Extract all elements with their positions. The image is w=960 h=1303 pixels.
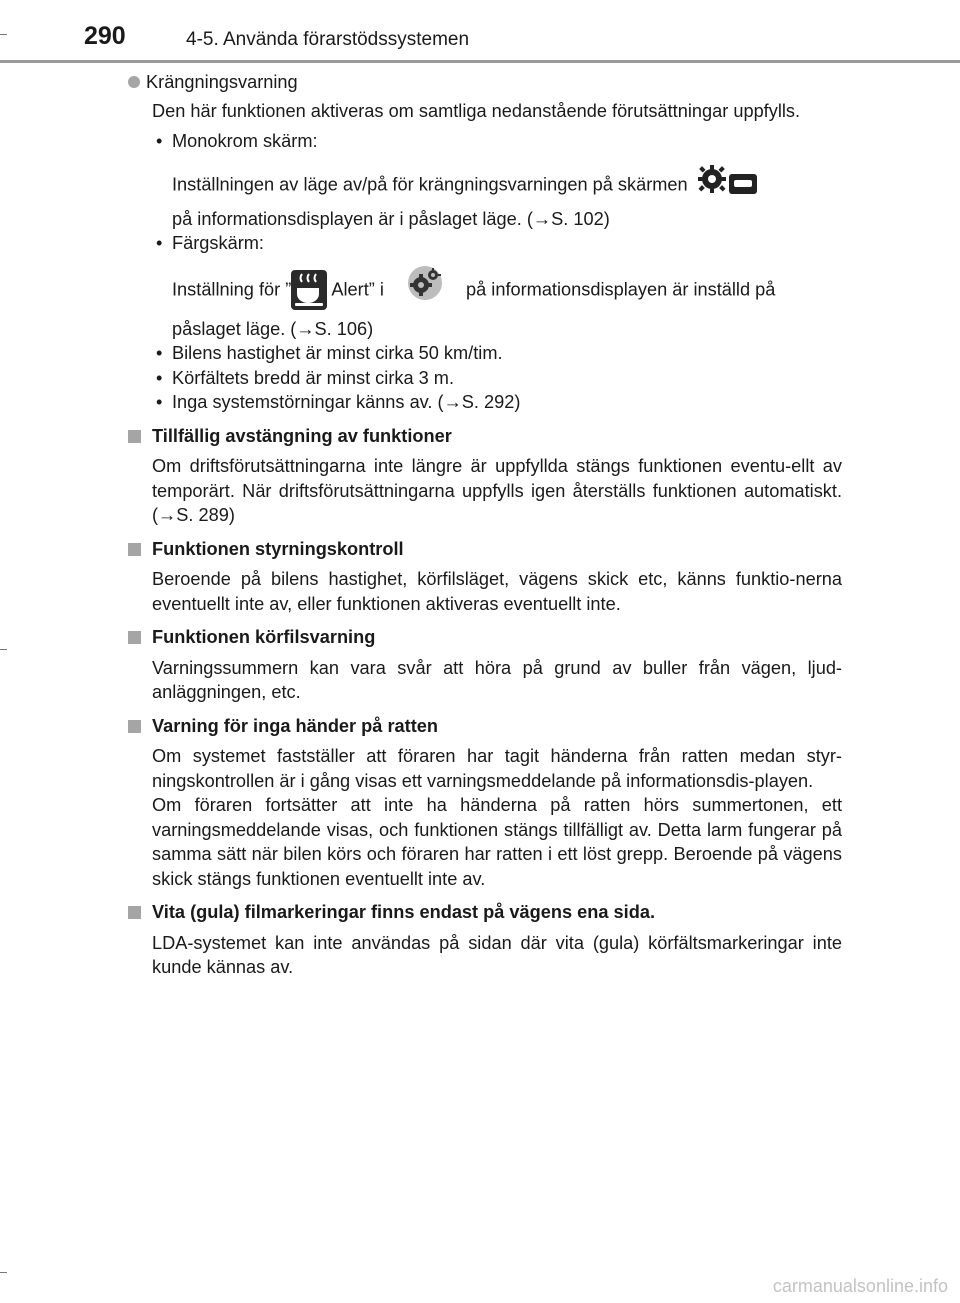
square-bullet-icon [128, 906, 141, 919]
square-bullet-icon [128, 543, 141, 556]
square-bullet-icon [128, 720, 141, 733]
section-heading: Funktionen styrningskontroll [124, 537, 842, 562]
monochrome-setting: Inställningen av läge av/på för krängningsvarningen på skärmen [124, 164, 842, 207]
section-text: Om systemet fastställer att föraren har tagit händerna från ratten medan styr-ningskontrollen är i gång visas ett varningsmeddelande på informationsdis-playen. [152, 746, 842, 791]
list-item: • Bilens hastighet är minst cirka 50 km/tim. [156, 343, 503, 363]
gears-settings-icon [403, 264, 447, 317]
page-number: 290 [84, 22, 126, 50]
page-content [124, 70, 842, 980]
color-setting-cont: påslaget läge. (→S. 106) [172, 318, 374, 339]
square-bullet-icon [128, 631, 141, 644]
section-text: LDA-systemet kan inte användas på sidan där vita (gula) körfältsmarkeringar inte kunde kännas av. [152, 932, 842, 977]
section-text: Beroende på bilens hastighet, körfilsläget, vägens skick etc, känns funktio-nerna eventuellt inte av, eller funktionen aktiveras eventuellt inte. [152, 569, 842, 614]
list-item: • Färgskärm: [156, 233, 264, 253]
header-rule [0, 60, 960, 63]
crop-mark [0, 34, 7, 35]
section-heading: Tillfällig avstängning av funktioner [124, 424, 842, 449]
watermark: carmanualsonline.info [772, 1276, 948, 1296]
list-item: • Monokrom skärm: [156, 131, 318, 151]
feature-title: Krängningsvarning [146, 72, 298, 92]
section-text: Varningssummern kan vara svår att höra på grund av buller från vägen, ljud-anläggningen, etc. [152, 657, 842, 702]
section-heading: Funktionen körfilsvarning [124, 625, 842, 650]
color-setting: Inställning för ” Alert” i på informationsdisplayen är inställd på [124, 264, 842, 317]
circle-bullet-icon [128, 76, 140, 88]
section-text: Om föraren fortsätter att inte ha händerna på ratten hörs summertonen, ett varningsmeddelande visas, och funktionen stängs tillfälligt av. Detta larm fungerar på samma sätt när bilen körs och föraren har ratten i ett löst grepp. Beroende på vägens skick stängs funktionen eventuellt inte av. [152, 795, 842, 889]
gear-car-settings-icon [693, 164, 759, 207]
page-header [0, 0, 960, 60]
feature-heading [124, 70, 842, 95]
section-heading: Vita (gula) filmarkeringar finns endast på vägens ena sida. [124, 900, 842, 925]
list-item: • Körfältets bredd är minst cirka 3 m. [156, 367, 455, 388]
crop-mark [0, 1272, 7, 1273]
intro-text: Den här funktionen aktiveras om samtliga nedanstående förutsättningar uppfylls. [152, 100, 801, 121]
coffee-cup-icon [291, 270, 327, 310]
section-heading: Varning för inga händer på ratten [124, 714, 842, 739]
section-title: 4-5. Använda förarstödssystemen [186, 29, 470, 50]
list-item: • Inga systemstörningar känns av. (→S. 292) [156, 392, 521, 412]
section-text: Om driftsförutsättningarna inte längre är uppfyllda stängs funktionen eventu-ellt av temporärt. När driftsförutsättningarna uppfylls igen återställs funktionen automatiskt. (→S. 289) [152, 456, 842, 525]
square-bullet-icon [128, 430, 141, 443]
monochrome-setting-cont: på informationsdisplayen är i påslaget läge. (→S. 102) [172, 208, 610, 229]
crop-mark [0, 649, 7, 650]
